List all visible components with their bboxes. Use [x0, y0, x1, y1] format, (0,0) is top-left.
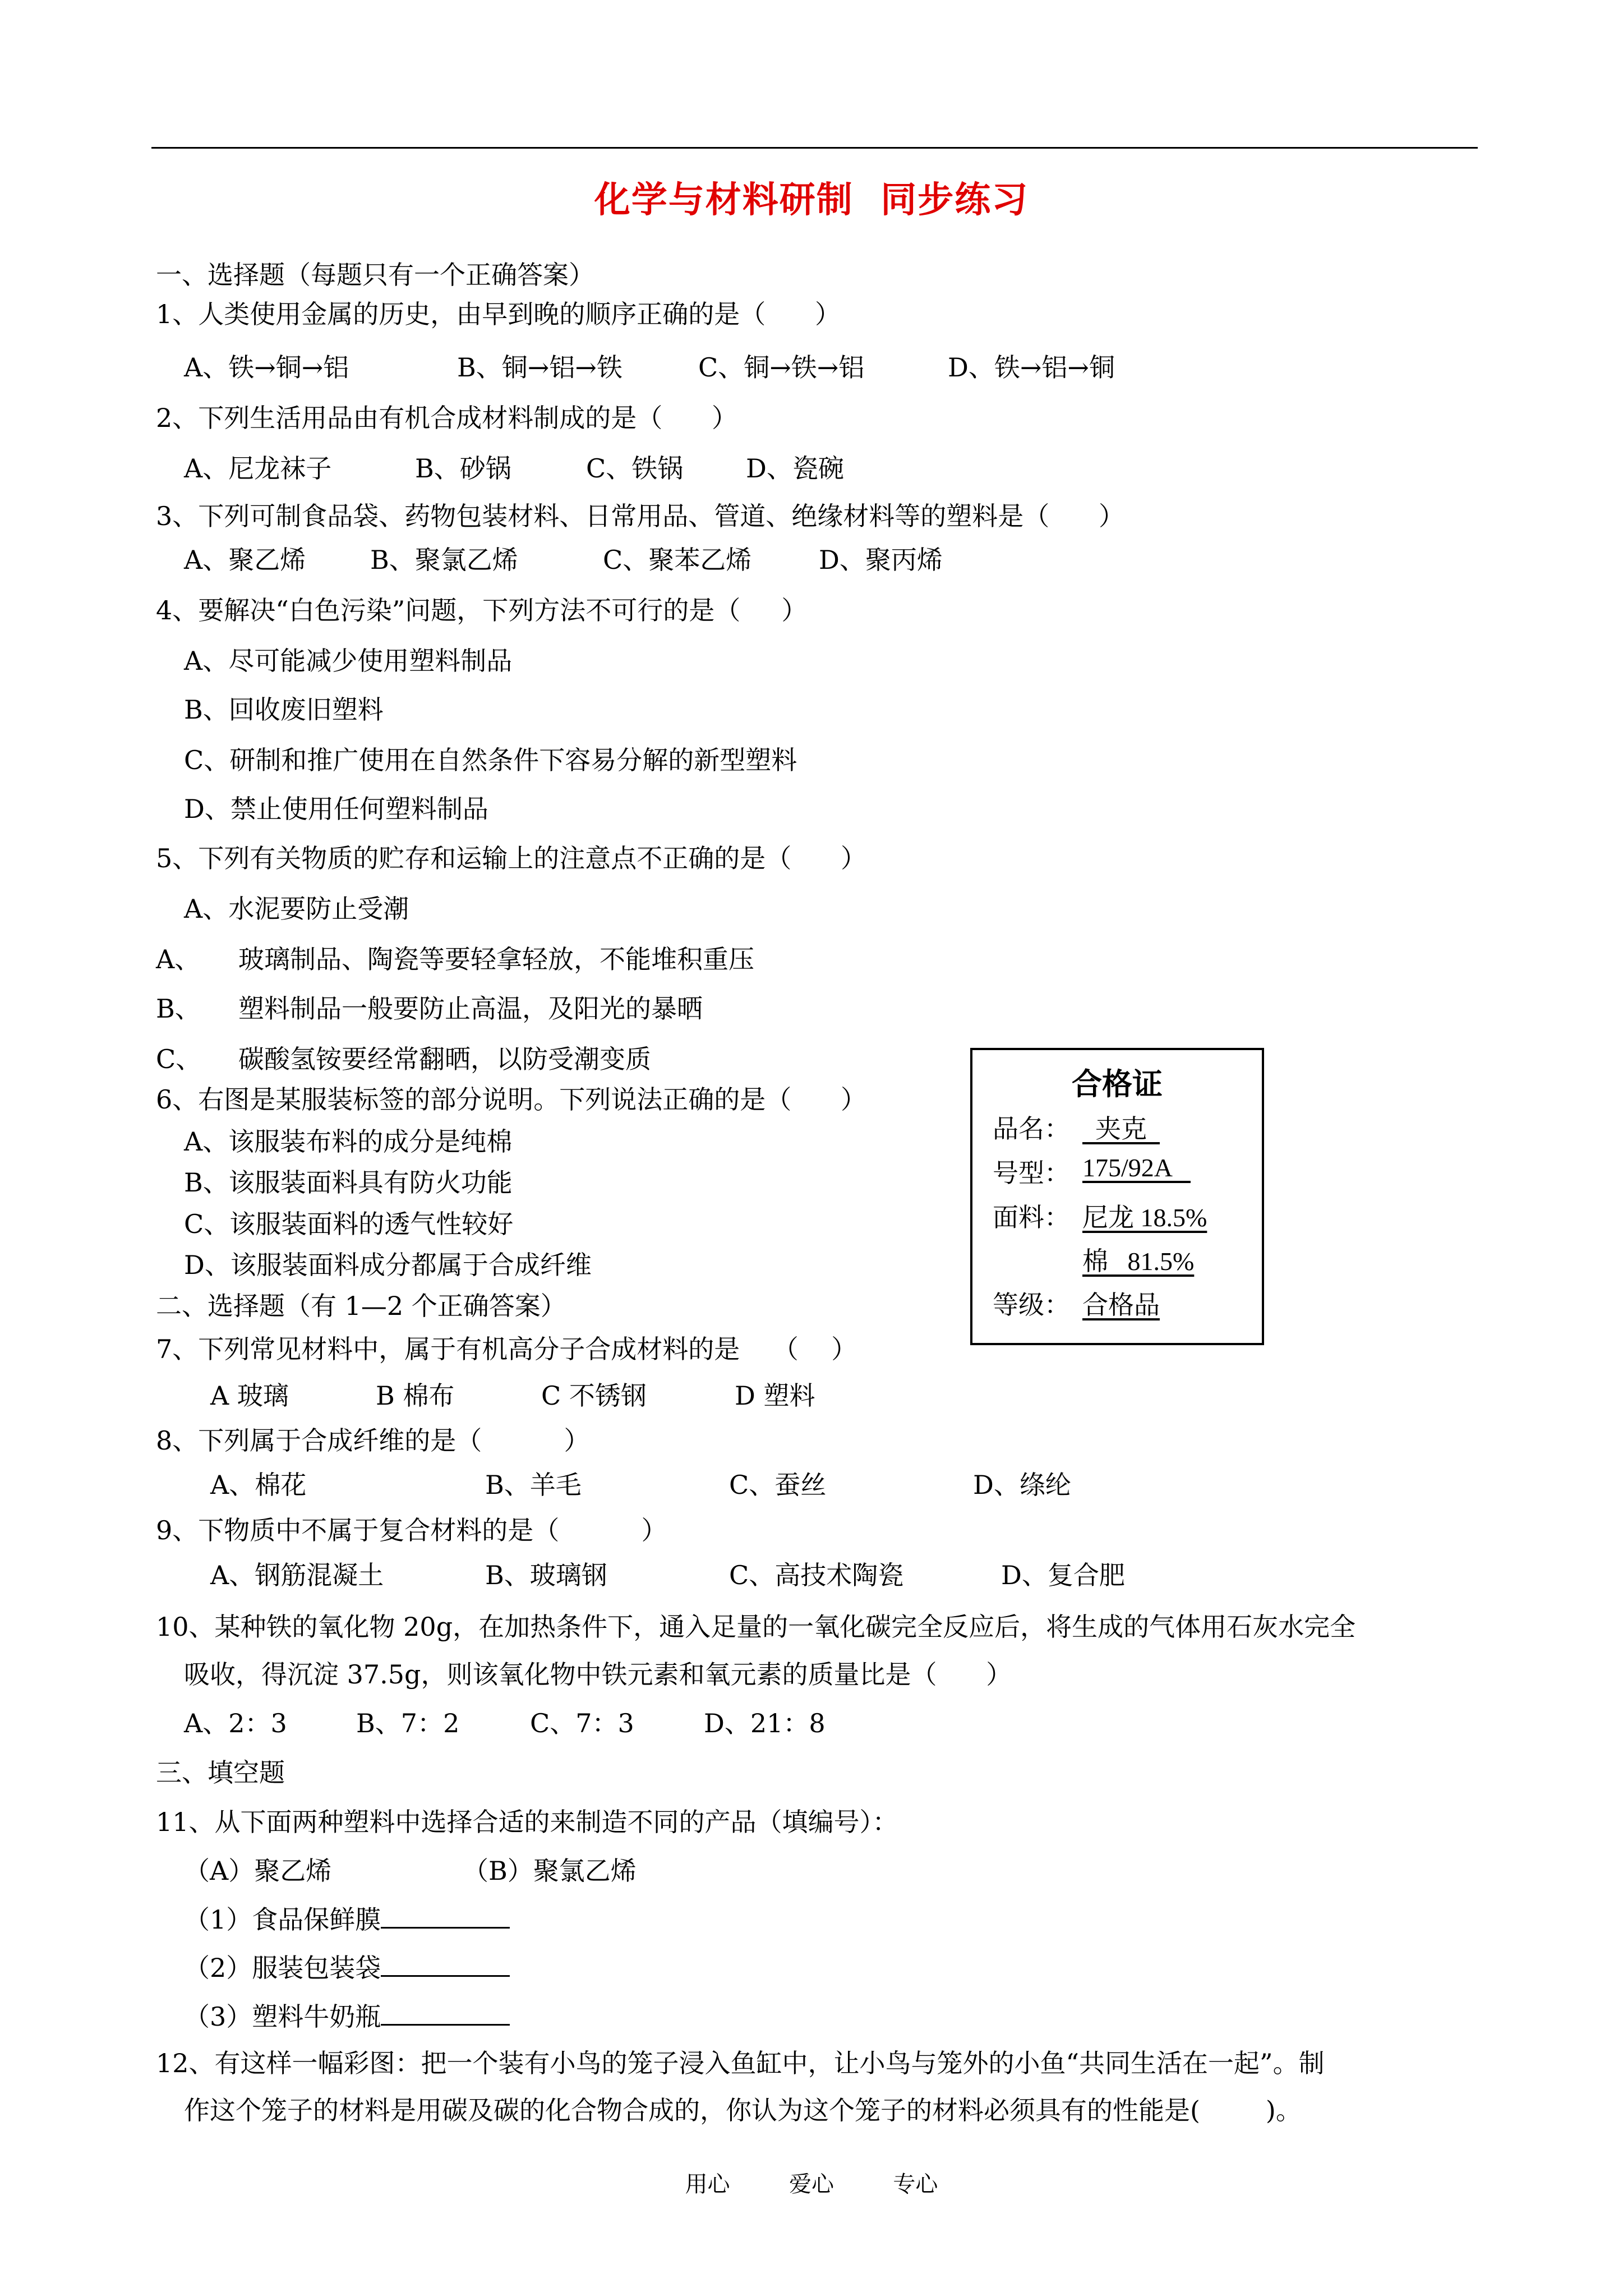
q5-option-d: 碳酸氢铵要经常翻晒，以防受潮变质 — [238, 1044, 651, 1074]
q11-choice-a: （A）聚乙烯 — [184, 1856, 332, 1886]
q11-item-1-label: （1）食品保鲜膜 — [184, 1904, 381, 1935]
section-heading-1: 一、选择题（每题只有一个正确答案） — [156, 260, 594, 290]
q3-option-d: D、聚丙烯 — [819, 545, 943, 575]
q5-option-a: A、水泥要防止受潮 — [184, 894, 409, 924]
q2-option-c: C、铁锅 — [586, 453, 684, 484]
certificate-product-name: 夹克 — [1082, 1115, 1160, 1143]
q5-option-c: 塑料制品一般要防止高温，及阳光的暴晒 — [238, 993, 703, 1024]
q10-option-a: A、2：3 — [184, 1708, 287, 1738]
q11-item-2-label: （2）服装包装袋 — [184, 1953, 381, 1983]
q8-option-b: B、羊毛 — [485, 1470, 582, 1500]
q2-option-a: A、尼龙袜子 — [184, 453, 332, 484]
question-12-line-1: 12、有这样一幅彩图：把一个装有小鸟的笼子浸入鱼缸中，让小鸟与笼外的小鱼“共同生活在一起”。制 — [156, 2048, 1325, 2078]
q9-option-c: C、高技术陶瓷 — [729, 1560, 904, 1590]
certificate-label-name: 品名： — [993, 1114, 1070, 1144]
q7-option-d: D 塑料 — [735, 1381, 815, 1411]
q11-item-3 — [184, 2000, 510, 2033]
q3-option-c: C、聚苯乙烯 — [603, 545, 752, 575]
q11-answer-blank-3[interactable] — [381, 2001, 510, 2026]
question-4-stem: 4、要解决“白色污染”问题，下列方法不可行的是（ ） — [156, 595, 808, 625]
q2-option-b: B、砂锅 — [415, 453, 511, 484]
certificate-title: 合格证 — [1072, 1066, 1163, 1102]
question-3-stem: 3、下列可制食品袋、药物包装材料、日常用品、管道、绝缘材料等的塑料是（ ） — [156, 501, 1124, 531]
q8-option-a: A、棉花 — [210, 1470, 307, 1500]
q10-option-d: D、21：8 — [704, 1708, 826, 1738]
q7-option-c: C 不锈钢 — [541, 1381, 647, 1411]
question-2-stem: 2、下列生活用品由有机合成材料制成的是（ ） — [156, 403, 737, 433]
certificate-fabric-cotton: 棉 81.5% — [1082, 1247, 1195, 1276]
q6-option-c: C、该服装面料的透气性较好 — [184, 1209, 514, 1239]
question-9-stem: 9、下物质中不属于复合材料的是（ ） — [156, 1515, 667, 1545]
q1-option-b: B、铜→铝→铁 — [457, 352, 623, 383]
q11-answer-blank-1[interactable] — [381, 1904, 510, 1929]
q1-option-d: D、铁→铝→铜 — [948, 352, 1115, 383]
q5-option-b: 玻璃制品、陶瓷等要轻拿轻放，不能堆积重压 — [238, 944, 754, 974]
garment-label-certificate — [970, 1048, 1264, 1345]
certificate-size: 175/92A — [1082, 1153, 1191, 1182]
page-title: 化学与材料研制 同步练习 — [594, 179, 1029, 221]
q4-option-b: B、回收废旧塑料 — [184, 694, 384, 725]
q8-option-d: D、绦纶 — [973, 1470, 1071, 1500]
q6-option-a: A、该服装布料的成分是纯棉 — [184, 1126, 513, 1157]
q7-option-a: A 玻璃 — [210, 1381, 289, 1411]
question-6-stem: 6、右图是某服装标签的部分说明。下列说法正确的是（ ） — [156, 1084, 866, 1115]
q5-letter-a: A、 — [156, 944, 201, 974]
section-heading-3: 三、填空题 — [156, 1757, 285, 1788]
q11-item-1 — [184, 1903, 510, 1936]
q10-option-b: B、7：2 — [356, 1708, 460, 1738]
question-11-stem: 11、从下面两种塑料中选择合适的来制造不同的产品（填编号）： — [156, 1807, 898, 1837]
q3-option-a: A、聚乙烯 — [184, 545, 306, 575]
q1-option-a: A、铁→铜→铝 — [184, 352, 349, 383]
question-12-line-2: 作这个笼子的材料是用碳及碳的化合物合成的，你认为这个笼子的材料必须具有的性能是( )。 — [184, 2095, 1302, 2125]
header-rule — [151, 147, 1478, 149]
q7-option-b: B 棉布 — [376, 1381, 455, 1411]
q4-option-a: A、尽可能减少使用塑料制品 — [184, 646, 513, 676]
q1-option-c: C、铜→铁→铝 — [698, 352, 865, 383]
q3-option-b: B、聚氯乙烯 — [370, 545, 518, 575]
certificate-grade: 合格品 — [1082, 1291, 1160, 1319]
q11-item-3-label: （3）塑料牛奶瓶 — [184, 2001, 381, 2032]
certificate-label-grade: 等级： — [993, 1290, 1070, 1320]
q8-option-c: C、蚕丝 — [729, 1470, 827, 1500]
certificate-label-size: 号型： — [993, 1158, 1070, 1188]
q9-option-d: D、复合肥 — [1001, 1560, 1125, 1590]
certificate-label-fabric: 面料： — [993, 1202, 1070, 1232]
question-7-stem: 7、下列常见材料中，属于有机高分子合成材料的是 （ ） — [156, 1334, 857, 1364]
q11-item-2 — [184, 1951, 510, 1985]
q5-letter-b: B、 — [156, 993, 201, 1024]
question-8-stem: 8、下列属于合成纤维的是（ ） — [156, 1425, 590, 1456]
q11-answer-blank-2[interactable] — [381, 1953, 510, 1977]
q6-option-d: D、该服装面料成分都属于合成纤维 — [184, 1250, 592, 1280]
q9-option-b: B、玻璃钢 — [485, 1560, 607, 1590]
q5-letter-c: C、 — [156, 1044, 202, 1074]
q11-choice-b: （B）聚氯乙烯 — [463, 1856, 637, 1886]
q9-option-a: A、钢筋混凝土 — [210, 1560, 384, 1590]
q6-option-b: B、该服装面料具有防火功能 — [184, 1167, 513, 1198]
q4-option-d: D、禁止使用任何塑料制品 — [184, 794, 488, 824]
certificate-fabric-nylon: 尼龙 18.5% — [1082, 1203, 1207, 1232]
question-5-stem: 5、下列有关物质的贮存和运输上的注意点不正确的是（ ） — [156, 843, 866, 873]
page-footer: 用心 爱心 专心 — [685, 2171, 938, 2197]
question-10-stem-line-1: 10、某种铁的氧化物 20g，在加热条件下，通入足量的一氧化碳完全反应后，将生成的气体用石灰水完全 — [156, 1612, 1356, 1642]
q4-option-c: C、研制和推广使用在自然条件下容易分解的新型塑料 — [184, 745, 797, 775]
q2-option-d: D、瓷碗 — [746, 453, 844, 484]
q10-option-c: C、7：3 — [530, 1708, 634, 1738]
section-heading-2: 二、选择题（有 1—2 个正确答案） — [156, 1291, 566, 1321]
question-1-stem: 1、人类使用金属的历史，由早到晚的顺序正确的是（ ） — [156, 299, 841, 329]
question-10-stem-line-2: 吸收，得沉淀 37.5g，则该氧化物中铁元素和氧元素的质量比是（ ） — [184, 1659, 1012, 1690]
